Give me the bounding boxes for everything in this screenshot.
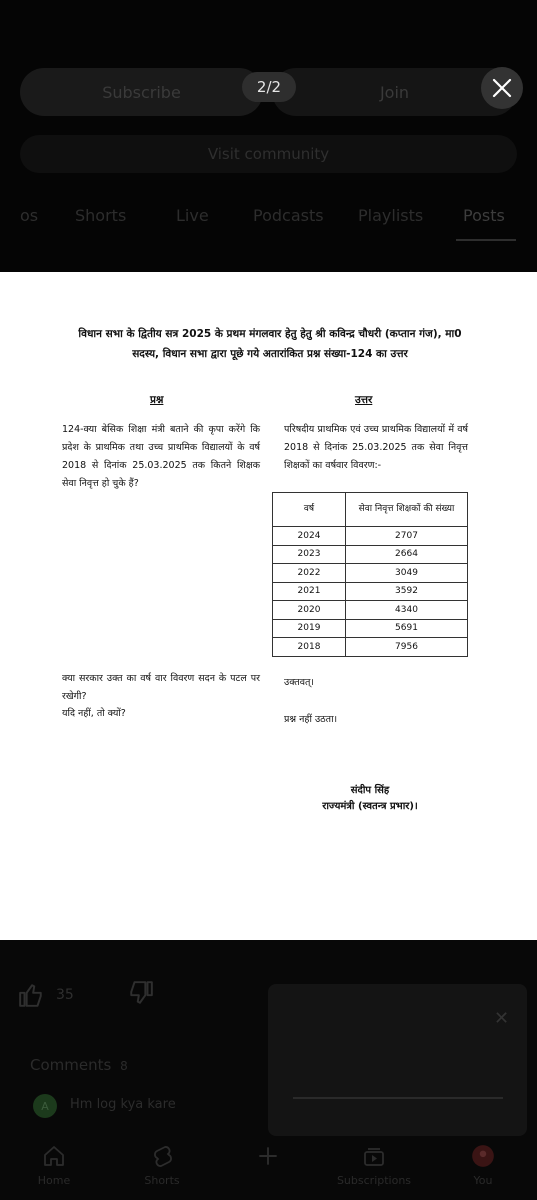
table-row: [273, 601, 468, 620]
nav-home-label: Home: [37, 1174, 71, 1187]
count-cell: 3049: [346, 564, 468, 583]
image-counter-text: 2/2: [256, 78, 282, 96]
answer-2: उक्तवत्।: [284, 677, 315, 688]
year-cell: 2020: [273, 601, 346, 620]
column-header-year: वर्ष: [273, 493, 346, 527]
year-cell: 2023: [273, 545, 346, 564]
like-button[interactable]: [18, 982, 44, 1012]
count-cell: 4340: [346, 601, 468, 620]
nav-subscriptions[interactable]: [334, 1140, 414, 1187]
year-cell: 2024: [273, 527, 346, 546]
channel-tabs: [0, 196, 537, 244]
comments-title: Comments: [30, 1056, 112, 1074]
avatar: [33, 1094, 57, 1118]
table-header-row: [273, 493, 468, 527]
home-icon: [42, 1144, 66, 1168]
document-image: [0, 272, 537, 940]
nav-you-label: You: [473, 1174, 493, 1187]
answer-3: प्रश्न नहीं उठता।: [284, 714, 338, 725]
table-row: [273, 619, 468, 638]
avatar-letter: A: [41, 1099, 49, 1113]
comment-preview[interactable]: Hm log kya kare: [70, 1097, 176, 1112]
thumbs-down-icon: [128, 980, 154, 1006]
table-row: [273, 582, 468, 601]
count-cell: 2707: [346, 527, 468, 546]
question-heading: प्रश्न: [150, 394, 164, 406]
bottom-navigation: [0, 1140, 537, 1200]
year-cell: 2018: [273, 638, 346, 657]
year-cell: 2021: [273, 582, 346, 601]
thumbs-up-icon: [18, 982, 44, 1008]
tab-posts[interactable]: Posts: [463, 206, 505, 225]
you-icon: [470, 1143, 496, 1169]
tab-videos[interactable]: os: [20, 206, 39, 225]
dislike-button[interactable]: [128, 980, 154, 1010]
comments-count: 8: [120, 1059, 128, 1073]
count-cell: 5691: [346, 619, 468, 638]
tab-live[interactable]: Live: [176, 206, 209, 225]
table-row: [273, 564, 468, 583]
table-row: [273, 527, 468, 546]
bottom-overlay: [0, 940, 537, 1200]
tab-podcasts[interactable]: Podcasts: [253, 206, 324, 225]
visit-community-button[interactable]: [20, 135, 517, 173]
active-tab-indicator: [456, 239, 516, 241]
nav-shorts-label: Shorts: [144, 1174, 180, 1187]
signature-name: संदीप सिंह: [350, 785, 390, 796]
nav-subscriptions-label: Subscriptions: [336, 1174, 412, 1187]
signature-title: राज्यमंत्री (स्वतन्त्र प्रभार)।: [322, 801, 418, 812]
count-cell: 3592: [346, 582, 468, 601]
like-count: 35: [56, 987, 74, 1003]
top-overlay: [0, 0, 537, 272]
question-3: यदि नहीं, तो क्यों?: [62, 708, 126, 719]
comments-header[interactable]: [30, 1056, 128, 1074]
table-row: [273, 545, 468, 564]
question-2: क्या सरकार उक्त का वर्ष वार विवरण सदन के पटल पर रखेगी?: [62, 673, 260, 702]
tab-shorts[interactable]: Shorts: [75, 206, 127, 225]
answer-1: परिषदीय प्राथमिक एवं उच्च प्राथमिक विद्यालयों में वर्ष 2018 से दिनांक 25.03.2025 तक सेवा निवृत्त शिक्षकों का वर्षवार विवरण:-: [284, 424, 468, 471]
nav-you[interactable]: [443, 1140, 523, 1187]
nav-shorts[interactable]: [122, 1140, 202, 1187]
subscriptions-icon: [362, 1144, 386, 1168]
column-header-count: सेवा निवृत्त शिक्षकों की संख्या: [346, 493, 468, 527]
year-cell: 2022: [273, 564, 346, 583]
nav-home[interactable]: [14, 1140, 94, 1187]
mini-player[interactable]: [268, 984, 527, 1136]
year-cell: 2019: [273, 619, 346, 638]
retirement-table: [272, 492, 468, 657]
nav-create[interactable]: [228, 1140, 308, 1174]
image-counter: [242, 72, 296, 102]
document-header: विधान सभा के द्वितीय सत्र 2025 के प्रथम मंगलवार हेतु हेतु श्री कविन्द्र चौधरी (कप्तान गंज), मा0 सदस्य, विधान सभा द्वारा पूछे गये अतारांकित प्रश्न संख्या-124 का उत्तर: [78, 328, 462, 360]
count-cell: 7956: [346, 638, 468, 657]
question-1: 124-क्या बेसिक शिक्षा मंत्री बताने की कृपा करेंगे कि प्रदेश के प्राथमिक तथा उच्च प्राथमिक विद्यालयों के वर्ष 2018 से दिनांक 25.03.2025 तक कितने शिक्षक सेवा निवृत्त हो चुके हैं?: [62, 424, 260, 489]
mini-player-close-icon[interactable]: ✕: [494, 1008, 510, 1029]
visit-community-label: Visit community: [207, 145, 330, 163]
mini-player-progress: [293, 1097, 503, 1099]
join-label: Join: [379, 82, 410, 102]
create-icon: [255, 1143, 281, 1169]
close-icon: [492, 78, 512, 98]
answer-heading: उत्तर: [355, 394, 373, 406]
table-row: [273, 638, 468, 657]
count-cell: 2664: [346, 545, 468, 564]
subscribe-button[interactable]: [20, 68, 263, 116]
subscribe-label: Subscribe: [102, 82, 181, 102]
close-button[interactable]: [481, 67, 523, 109]
shorts-icon: [150, 1144, 174, 1168]
join-button[interactable]: [272, 68, 517, 116]
tab-playlists[interactable]: Playlists: [358, 206, 424, 225]
